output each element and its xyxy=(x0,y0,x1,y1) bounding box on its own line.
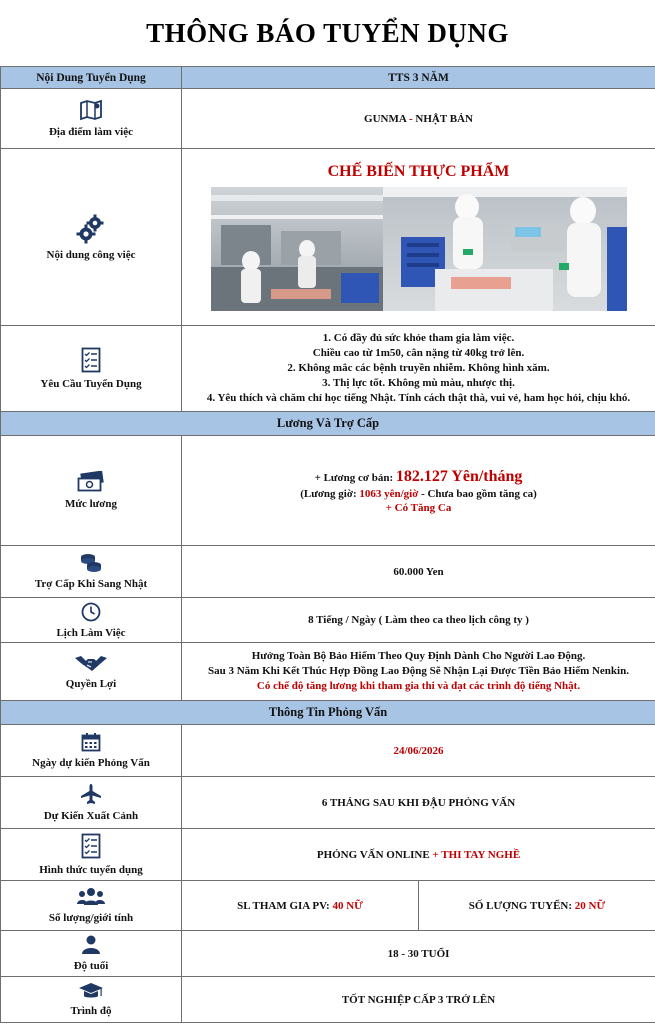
benefits-label-cell xyxy=(1,643,182,701)
education-label: Trình độ xyxy=(70,1005,112,1017)
job-photo xyxy=(182,187,655,311)
row-format xyxy=(1,829,655,881)
hourly-close: - Chưa bao gồm tăng ca) xyxy=(418,487,537,500)
row-salary xyxy=(1,436,655,546)
allowance-value: 60.000 Yen xyxy=(182,546,655,598)
interview-date-label-cell xyxy=(1,725,182,777)
interview-date-value: 24/06/2026 xyxy=(182,725,655,777)
interview-date-label: Ngày dự kiến Phỏng Vấn xyxy=(32,757,150,769)
food-factory-photo xyxy=(211,187,627,311)
graduation-cap-icon xyxy=(78,982,104,1000)
section-salary-title: Lương Và Trợ Cấp xyxy=(1,412,655,436)
requirements-value-cell xyxy=(182,326,655,412)
quantity-left xyxy=(182,881,419,930)
quantity-split xyxy=(182,881,655,930)
requirement-line: 1. Có đầy đủ sức khỏe tham gia làm việc. xyxy=(322,332,515,344)
salary-label: Mức lương xyxy=(65,498,117,510)
salary-value-cell xyxy=(182,436,655,546)
location-value-b: NHẬT BẢN xyxy=(415,112,473,125)
quantity-right-label: SỐ LƯỢNG TUYỂN: xyxy=(468,899,575,912)
age-value: 18 - 30 TUỔI xyxy=(182,931,655,977)
format-label: Hình thức tuyển dụng xyxy=(39,864,143,876)
quantity-left-value: 40 NỮ xyxy=(332,899,363,912)
row-interview-date xyxy=(1,725,655,777)
recruitment-table xyxy=(0,66,655,1023)
departure-label: Dự Kiến Xuất Cảnh xyxy=(43,810,139,822)
table-header-row xyxy=(1,67,655,89)
quantity-left-label: SL THAM GIA PV: xyxy=(237,899,333,912)
requirements-label: Yêu Cầu Tuyển Dụng xyxy=(40,378,142,390)
education-value: TỐT NGHIỆP CẤP 3 TRỞ LÊN xyxy=(182,977,655,1023)
hourly-value: 1063 yên/giờ xyxy=(359,487,419,500)
format-label-cell xyxy=(1,829,182,881)
section-interview-title: Thông Tin Phỏng Vấn xyxy=(1,701,655,725)
calendar-icon xyxy=(81,732,101,752)
schedule-label-cell xyxy=(1,598,182,643)
row-schedule xyxy=(1,598,655,643)
row-requirements xyxy=(1,326,655,412)
quantity-label: Số lượng/giới tính xyxy=(48,912,134,924)
section-salary-row xyxy=(1,412,655,436)
person-icon xyxy=(81,935,101,955)
salary-label-cell xyxy=(1,436,182,546)
row-job xyxy=(1,149,655,326)
education-label-cell xyxy=(1,977,182,1023)
benefit-line-2: Sau 3 Năm Khi Kết Thúc Hợp Đồng Lao Động Sẽ Nhận Lại Được Tiền Bảo Hiểm Nenkin. xyxy=(208,665,629,677)
handshake-icon xyxy=(74,653,108,673)
row-education xyxy=(1,977,655,1023)
money-icon xyxy=(77,471,105,493)
schedule-value: 8 Tiếng / Ngày ( Làm theo ca theo lịch công ty ) xyxy=(182,598,655,643)
benefits-value-cell xyxy=(182,643,655,701)
location-separator: - xyxy=(406,112,416,125)
format-separator: + xyxy=(429,848,442,861)
airplane-icon xyxy=(80,783,102,805)
checklist-icon xyxy=(81,833,101,859)
quantity-right-value: 20 NỮ xyxy=(574,899,606,912)
quantity-right xyxy=(419,881,655,930)
requirements-label-cell xyxy=(1,326,182,412)
requirement-line: Chiều cao từ 1m50, cân nặng từ 40kg trở lên. xyxy=(312,347,525,359)
map-icon xyxy=(79,99,103,121)
row-quantity xyxy=(1,881,655,931)
overtime-note: + Có Tăng Ca xyxy=(385,501,452,514)
job-label: Nội dung công việc xyxy=(46,248,136,261)
age-label-cell xyxy=(1,931,182,977)
location-value-a: GUNMA xyxy=(364,112,407,125)
job-label-cell xyxy=(1,149,182,326)
location-label-cell xyxy=(1,89,182,149)
quantity-value-cell xyxy=(182,881,655,931)
schedule-label: Lịch Làm Việc xyxy=(56,626,126,639)
location-label: Địa điểm làm việc xyxy=(48,126,133,138)
base-salary-value: 182.127 Yên/tháng xyxy=(395,467,523,485)
checklist-icon xyxy=(81,347,101,373)
allowance-label-cell xyxy=(1,546,182,598)
people-icon xyxy=(77,887,105,907)
base-salary-prefix: + Lương cơ bản: xyxy=(314,471,396,484)
quantity-label-cell xyxy=(1,881,182,931)
row-age xyxy=(1,931,655,977)
benefit-line-1: Hưởng Toàn Bộ Bảo Hiểm Theo Quy Định Dành Cho Người Lao Động. xyxy=(251,650,586,662)
row-benefits xyxy=(1,643,655,701)
departure-label-cell xyxy=(1,777,182,829)
requirement-line: 3. Thị lực tốt. Không mù màu, nhược thị. xyxy=(322,377,515,389)
location-value xyxy=(182,89,655,149)
departure-value: 6 THÁNG SAU KHI ĐẬU PHỎNG VẤN xyxy=(182,777,655,829)
header-right: TTS 3 NĂM xyxy=(182,67,655,89)
gears-icon xyxy=(76,214,106,244)
row-departure xyxy=(1,777,655,829)
benefit-line-3: Có chế độ tăng lương khi tham gia thi và đạt các trình độ tiếng Nhật. xyxy=(256,680,581,692)
job-value-cell xyxy=(182,149,655,326)
section-interview-row xyxy=(1,701,655,725)
age-label: Độ tuổi xyxy=(73,960,109,972)
coins-icon xyxy=(79,553,103,573)
requirement-line: 4. Yêu thích và chăm chỉ học tiếng Nhật. Tính cách thật thà, vui vẻ, ham học hỏi, chịu khó. xyxy=(206,392,631,404)
header-left: Nội Dung Tuyển Dụng xyxy=(1,67,182,89)
page-title: THÔNG BÁO TUYỂN DỤNG xyxy=(146,17,509,48)
benefits-label: Quyền Lợi xyxy=(65,678,117,690)
row-allowance xyxy=(1,546,655,598)
clock-icon xyxy=(81,602,101,622)
format-value xyxy=(182,829,655,881)
allowance-label: Trợ Cấp Khi Sang Nhật xyxy=(34,578,148,590)
row-location xyxy=(1,89,655,149)
requirement-line: 2. Không mắc các bệnh truyền nhiễm. Không hình xăm. xyxy=(287,362,550,374)
format-value-a: PHỎNG VẤN ONLINE xyxy=(316,848,430,861)
format-value-b: THI TAY NGHỀ xyxy=(441,848,521,861)
hourly-open: (Lương giờ: xyxy=(300,487,360,500)
job-title: CHẾ BIẾN THỰC PHẨM xyxy=(327,163,510,180)
